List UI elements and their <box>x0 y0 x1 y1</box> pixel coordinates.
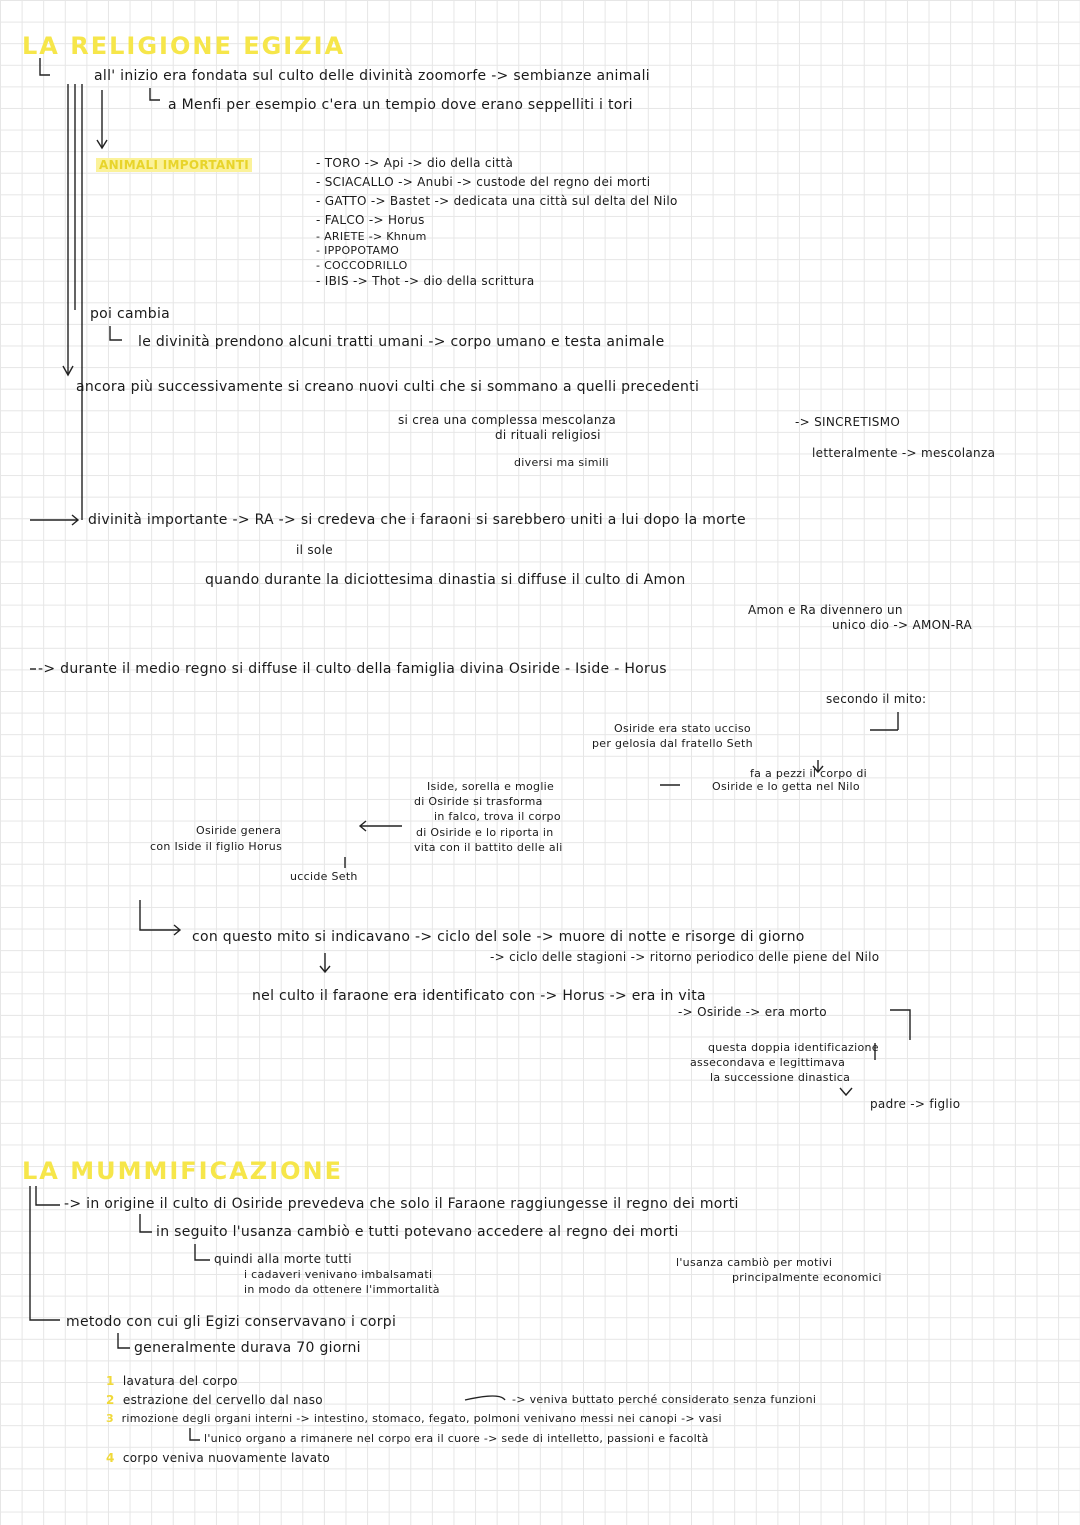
cadaveri-line: i cadaveri venivano imbalsamati <box>244 1268 433 1281</box>
metodo-line: metodo con cui gli Egizi conservavano i corpi <box>66 1314 397 1330</box>
iside-4: di Osiride e lo riporta in <box>416 826 554 839</box>
page-title: LA RELIGIONE EGIZIA <box>22 32 346 60</box>
list-item: - IBIS -> Thot -> dio della scrittura <box>316 274 535 288</box>
diversi-line: diversi ma simili <box>514 456 609 469</box>
genera-1: Osiride genera <box>196 824 282 837</box>
list-item: - FALCO -> Horus <box>316 213 425 227</box>
step-2: 2 estrazione del cervello dal naso <box>106 1393 323 1407</box>
doppia-1: questa doppia identificazione <box>708 1041 879 1054</box>
mito-line-1: con questo mito si indicavano -> ciclo del sole -> muore di notte e risorge di giorno <box>192 929 805 945</box>
sincretismo-label: -> SINCRETISMO <box>795 415 901 429</box>
origine-line: -> in origine il culto di Osiride prevedeva che solo il Faraone raggiungesse il regno dei morti <box>64 1196 739 1212</box>
culto-line-2: -> Osiride -> era morto <box>678 1005 827 1019</box>
amon-ra-line2: unico dio -> AMON-RA <box>832 618 972 632</box>
ra-line: divinità importante -> RA -> si credeva che i faraoni si sarebbero uniti a lui dopo la morte <box>88 512 746 528</box>
animali-label: ANIMALI IMPORTANTI <box>96 158 252 172</box>
poi-cambia: poi cambia <box>90 306 171 322</box>
pezzi-1: fa a pezzi il corpo di <box>750 767 867 780</box>
animali-list <box>316 156 678 288</box>
culto-line: nel culto il faraone era identificato con -> Horus -> era in vita <box>252 988 706 1004</box>
list-item: - GATTO -> Bastet -> dedicata una città sul delta del Nilo <box>316 194 678 208</box>
menfi-line: a Menfi per esempio c'era un tempio dove erano seppelliti i tori <box>168 97 633 113</box>
step-1: 1 lavatura del corpo <box>106 1374 238 1388</box>
mito-line-2: -> ciclo delle stagioni -> ritorno periodico delle piene del Nilo <box>490 950 880 964</box>
doppia-2: assecondava e legittimava <box>690 1056 846 1069</box>
usanza-1: l'usanza cambiò per motivi <box>676 1256 833 1269</box>
quindi-line: quindi alla morte tutti <box>214 1252 352 1266</box>
iside-5: vita con il battito delle ali <box>414 841 563 854</box>
cervello-note: -> veniva buttato perché considerato senza funzioni <box>512 1393 817 1406</box>
intro-line: all' inizio era fondata sul culto delle divinità zoomorfe -> sembianze animali <box>94 68 650 84</box>
list-item: - IPPOPOTAMO <box>316 244 400 257</box>
iside-2: di Osiride si trasforma <box>414 795 543 808</box>
medio-regno-line: -> durante il medio regno si diffuse il culto della famiglia divina Osiride - Iside - Horus <box>38 661 667 677</box>
list-item: - COCCODRILLO <box>316 259 408 272</box>
iside-3: in falco, trova il corpo <box>434 810 561 823</box>
mescolanza-line: si crea una complessa mescolanza <box>398 413 617 427</box>
durata-line: generalmente durava 70 giorni <box>134 1340 361 1356</box>
amon-ra-line1: Amon e Ra divennero un <box>748 603 903 617</box>
uccide-seth: uccide Seth <box>290 870 358 883</box>
ancora-line: ancora più successivamente si creano nuovi culti che si sommano a quelli precedenti <box>76 379 700 395</box>
immortalita-line: in modo da ottenere l'immortalità <box>244 1283 440 1296</box>
secondo-mito: secondo il mito: <box>826 692 927 706</box>
usanza-2: principalmente economici <box>732 1271 882 1284</box>
diciottesima-line: quando durante la diciottesima dinastia si diffuse il culto di Amon <box>205 572 686 588</box>
padre-figlio: padre -> figlio <box>870 1097 961 1111</box>
ucciso-2: per gelosia dal fratello Seth <box>592 737 753 750</box>
poi-detail: le divinità prendono alcuni tratti umani -> corpo umano e testa animale <box>138 334 665 350</box>
section-title-mummificazione: LA MUMMIFICAZIONE <box>22 1157 344 1185</box>
list-item: - ARIETE -> Khnum <box>316 230 427 243</box>
letteralmente-line: letteralmente -> mescolanza <box>812 446 996 460</box>
step-3: 3 rimozione degli organi interni -> intestino, stomaco, fegato, polmoni venivano messi nei canopi -> vasi <box>106 1412 722 1425</box>
iside-1: Iside, sorella e moglie <box>427 780 555 793</box>
seguito-line: in seguito l'usanza cambiò e tutti potevano accedere al regno dei morti <box>156 1224 679 1240</box>
pezzi-2: Osiride e lo getta nel Nilo <box>712 780 860 793</box>
list-item: - SCIACALLO -> Anubi -> custode del regno dei morti <box>316 175 651 189</box>
rituali-line: di rituali religiosi <box>495 428 601 442</box>
list-item: - TORO -> Api -> dio della città <box>316 156 514 170</box>
genera-2: con Iside il figlio Horus <box>150 840 283 853</box>
sole-label: il sole <box>296 543 333 557</box>
step-4: 4 corpo veniva nuovamente lavato <box>106 1451 331 1465</box>
doppia-3: la successione dinastica <box>710 1071 851 1084</box>
cuore-note: l'unico organo a rimanere nel corpo era il cuore -> sede di intelletto, passioni e facoltà <box>204 1432 709 1445</box>
ucciso-1: Osiride era stato ucciso <box>614 722 751 735</box>
